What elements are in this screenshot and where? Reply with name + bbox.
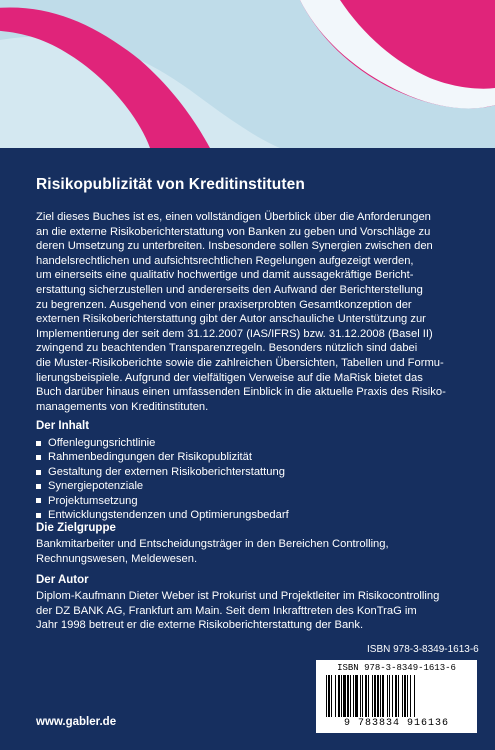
bullet-icon bbox=[36, 513, 41, 518]
isbn-label: ISBN 978-3-8349-1613-6 bbox=[367, 644, 479, 655]
intro-line: erstattung sicherzustellen und andererseits den Aufwand der Berichterstellung bbox=[36, 283, 423, 296]
intro-line: zu begrenzen. Ausgehend von einer praxiserprobten Gesamtkonzeption der bbox=[36, 298, 412, 311]
cover-decoration-band bbox=[0, 0, 495, 148]
author-line: der DZ BANK AG, Frankfurt am Main. Seit dem Inkrafttreten des KonTraG im bbox=[36, 604, 417, 617]
author-line: Diplom-Kaufmann Dieter Weber ist Prokurist und Projektleiter im Risikocontrolling bbox=[36, 590, 440, 602]
barcode-isbn-text: ISBN 978-3-8349-1613-6 bbox=[337, 663, 456, 673]
intro-line: externen Risikoberichterstattung gibt der Autor anschauliche Unterstützung zur bbox=[36, 313, 426, 326]
audience-line: Rechnungswesen, Meldewesen. bbox=[36, 552, 198, 565]
bullet-icon bbox=[36, 455, 41, 460]
list-item-label: Rahmenbedingungen der Risikopublizität bbox=[48, 451, 252, 464]
intro-paragraph bbox=[36, 210, 468, 414]
intro-line: handelsrechtlichen und aufsichtsrechtlichen Regelungen aufgezeigt werden, bbox=[36, 254, 414, 267]
contents-heading: Der Inhalt bbox=[36, 420, 90, 432]
intro-line: die Muster-Risikoberichte sowie die zahlreichen Übersichten, Tabellen und Formu- bbox=[36, 356, 444, 369]
intro-line: an die externe Risikoberichterstattung von Banken zu geben und Vorschläge zu bbox=[36, 225, 431, 238]
list-item bbox=[36, 450, 456, 464]
bullet-icon bbox=[36, 470, 41, 475]
list-item bbox=[36, 465, 456, 479]
audience-line: Bankmitarbeiter und Entscheidungsträger in den Bereichen Controlling, bbox=[36, 538, 389, 550]
intro-line: zwingend zu beachtenden Transparenzregeln. Besonders nützlich sind dabei bbox=[36, 342, 418, 355]
list-item-label: Projektumsetzung bbox=[48, 494, 138, 507]
list-item bbox=[36, 508, 456, 522]
bullet-icon bbox=[36, 484, 41, 489]
list-item-label: Gestaltung der externen Risikoberichterstattung bbox=[48, 465, 285, 478]
intro-line: Ziel dieses Buches ist es, einen vollständigen Überblick über die Anforderungen bbox=[36, 211, 431, 223]
barcode-bars bbox=[324, 675, 469, 717]
intro-line: Buch darüber hinaus einen umfassenden Einblick in die aktuelle Praxis des Risiko- bbox=[36, 386, 446, 399]
intro-line: um einerseits eine qualitativ hochwertige und damit aussagekräftige Bericht- bbox=[36, 269, 414, 282]
intro-line: managements von Kreditinstituten. bbox=[36, 400, 209, 413]
decorative-curves bbox=[0, 0, 495, 148]
author-paragraph bbox=[36, 589, 476, 633]
list-item-label: Entwicklungstendenzen und Optimierungsbedarf bbox=[48, 509, 289, 522]
list-item-label: Offenlegungsrichtlinie bbox=[48, 437, 156, 449]
intro-line: deren Umsetzung zu unterbreiten. Insbesondere sollen Synergien zwischen den bbox=[36, 240, 433, 253]
contents-list bbox=[36, 436, 456, 522]
audience-paragraph bbox=[36, 537, 476, 566]
book-title: Risikopublizität von Kreditinstituten bbox=[36, 176, 305, 193]
intro-line: Implementierung der seit dem 31.12.2007 (IAS/IFRS) bzw. 31.12.2008 (Basel II) bbox=[36, 327, 433, 340]
publisher-website: www.gabler.de bbox=[36, 716, 117, 728]
list-item bbox=[36, 494, 456, 508]
list-item-label: Synergiepotenziale bbox=[48, 480, 144, 493]
bullet-icon bbox=[36, 441, 41, 446]
list-item bbox=[36, 479, 456, 493]
intro-line: lierungsbeispiele. Aufgrund der vielfältigen Verweise auf die MaRisk bietet das bbox=[36, 371, 423, 384]
barcode bbox=[316, 660, 477, 733]
bullet-icon bbox=[36, 498, 41, 503]
list-item bbox=[36, 436, 456, 450]
author-line: Jahr 1998 betreut er die externe Risikoberichterstattung der Bank. bbox=[36, 619, 364, 632]
audience-heading: Die Zielgruppe bbox=[36, 522, 116, 534]
author-heading: Der Autor bbox=[36, 574, 89, 586]
barcode-digits: 9 783834 916136 bbox=[343, 718, 449, 729]
